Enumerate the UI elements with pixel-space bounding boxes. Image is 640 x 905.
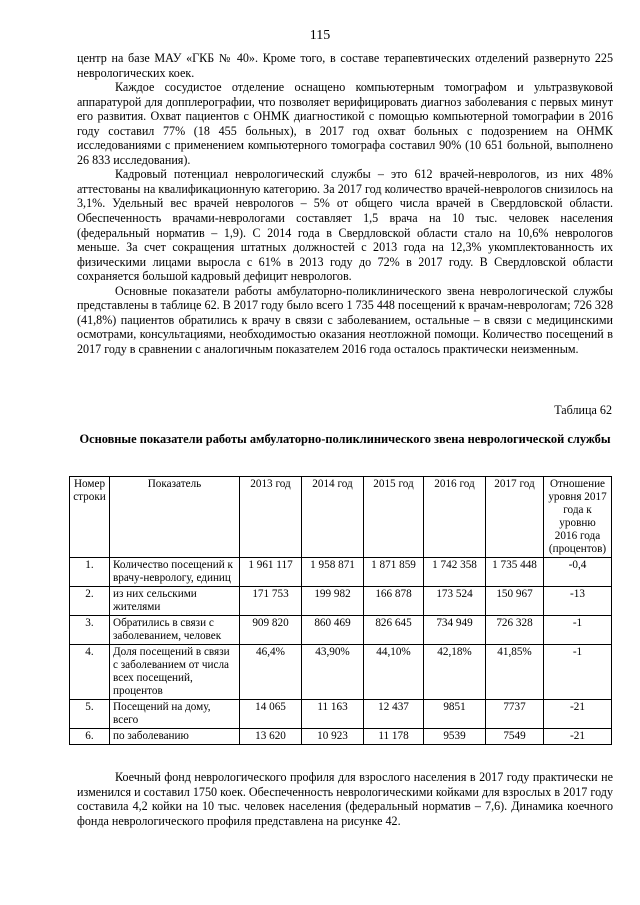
- cell-2015: 826 645: [364, 616, 424, 645]
- header-year-2016: 2016 год: [424, 477, 486, 558]
- cell-2015: 166 878: [364, 587, 424, 616]
- header-year-2014: 2014 год: [302, 477, 364, 558]
- cell-2017: 41,85%: [486, 645, 544, 700]
- cell-2015: 1 871 859: [364, 558, 424, 587]
- table-label: Таблица 62: [554, 403, 612, 417]
- cell-ratio: -21: [544, 700, 612, 729]
- cell-2017: 7549: [486, 729, 544, 745]
- paragraph: Кадровый потенциал неврологический службы – это 612 врачей-неврологов, из них 48% аттестованы на квалификационную категорию. За 2017 год количество врачей-неврологов снизилось на 3,1%. Удельный вес врачей неврологов – 5% от общего числа врачей в Свердловской области. Обеспеченность врачами-неврологами составляет 1,5 врача на 10 тыс. человек населения (федеральный норматив – 1,9). С 2014 года в Свердловской области стало на 10,6% неврологов меньше. За счет сокращения штатных должностей с 2013 года на 12,3% укомплектованность их физическими лицами выросла с 61% в 2013 году до 72% в 2017 году. В Свердловской области сохраняется большой кадровый дефицит неврологов.: [77, 167, 613, 284]
- cell-indicator: из них сельскими жителями: [110, 587, 240, 616]
- paragraph: центр на базе МАУ «ГКБ № 40». Кроме того, в составе терапевтических отделений развернуто 225 неврологических коек.: [77, 51, 613, 80]
- paragraph: Каждое сосудистое отделение оснащено компьютерным томографом и ультразвуковой аппаратурой для допплерографии, что позволяет верифицировать диагноз заболевания с первых минут его развития. Охват пациентов с ОНМК диагностикой с помощью компьютерной томографии в 2016 году составил 77% (18 455 больных), в 2017 год охват больных с подозрением на ОНМК исследованиями с применением компьютерного томографа составил 90% (10 651 больной, выполнено 26 833 исследования).: [77, 80, 613, 167]
- cell-2015: 12 437: [364, 700, 424, 729]
- cell-2014: 11 163: [302, 700, 364, 729]
- table-row: [70, 616, 612, 645]
- cell-2013: 13 620: [240, 729, 302, 745]
- body-text-top: [77, 51, 613, 356]
- cell-row-number: 3.: [70, 616, 110, 645]
- header-indicator: Показатель: [110, 477, 240, 558]
- cell-indicator: Количество посещений к врачу-неврологу, единиц: [110, 558, 240, 587]
- header-year-2013: 2013 год: [240, 477, 302, 558]
- table-title: Основные показатели работы амбулаторно-поликлинического звена неврологической службы: [79, 432, 611, 446]
- cell-ratio: -0,4: [544, 558, 612, 587]
- cell-2013: 171 753: [240, 587, 302, 616]
- table-row: [70, 558, 612, 587]
- header-ratio: Отношение уровня 2017 года к уровню 2016 года (процентов): [544, 477, 612, 558]
- table-row: [70, 700, 612, 729]
- cell-2013: 14 065: [240, 700, 302, 729]
- cell-indicator: Обратились в связи с заболеванием, человек: [110, 616, 240, 645]
- cell-2016: 734 949: [424, 616, 486, 645]
- cell-2016: 9851: [424, 700, 486, 729]
- cell-2015: 44,10%: [364, 645, 424, 700]
- cell-row-number: 6.: [70, 729, 110, 745]
- cell-2016: 173 524: [424, 587, 486, 616]
- cell-2015: 11 178: [364, 729, 424, 745]
- cell-ratio: -13: [544, 587, 612, 616]
- cell-2014: 43,90%: [302, 645, 364, 700]
- cell-2016: 9539: [424, 729, 486, 745]
- cell-ratio: -1: [544, 645, 612, 700]
- page-number: 115: [309, 28, 331, 43]
- cell-2014: 199 982: [302, 587, 364, 616]
- header-row-number: Номер строки: [70, 477, 110, 558]
- table-header-row: [70, 477, 612, 558]
- header-year-2015: 2015 год: [364, 477, 424, 558]
- cell-2014: 10 923: [302, 729, 364, 745]
- cell-2017: 150 967: [486, 587, 544, 616]
- cell-2017: 726 328: [486, 616, 544, 645]
- cell-indicator: по заболеванию: [110, 729, 240, 745]
- table-row: [70, 729, 612, 745]
- cell-2014: 860 469: [302, 616, 364, 645]
- cell-2013: 1 961 117: [240, 558, 302, 587]
- body-text-bottom: [77, 770, 613, 828]
- cell-2017: 1 735 448: [486, 558, 544, 587]
- cell-row-number: 2.: [70, 587, 110, 616]
- cell-ratio: -1: [544, 616, 612, 645]
- cell-row-number: 5.: [70, 700, 110, 729]
- table-row: [70, 587, 612, 616]
- paragraph: Коечный фонд неврологического профиля для взрослого населения в 2017 году практически не изменился и составил 1750 коек. Обеспеченность неврологическими койками для взрослых в 2017 году составила 4,2 койки на 10 тыс. человек населения (федеральный норматив – 7,6). Динамика коечного фонда неврологического профиля представлена на рисунке 42.: [77, 770, 613, 828]
- cell-2016: 1 742 358: [424, 558, 486, 587]
- table-row: [70, 645, 612, 700]
- cell-2017: 7737: [486, 700, 544, 729]
- cell-row-number: 4.: [70, 645, 110, 700]
- cell-row-number: 1.: [70, 558, 110, 587]
- cell-2013: 46,4%: [240, 645, 302, 700]
- cell-2014: 1 958 871: [302, 558, 364, 587]
- cell-indicator: Доля посещений в связи с заболеванием от числа всех посещений, процентов: [110, 645, 240, 700]
- cell-ratio: -21: [544, 729, 612, 745]
- paragraph: Основные показатели работы амбулаторно-поликлинического звена неврологической службы представлены в таблице 62. В 2017 году было всего 1 735 448 посещений к врачам-неврологам; 726 328 (41,8%) пациентов обратились к врачу в связи с заболеванием, остальные – в связи с медицинскими осмотрами, консультациями, необходимостью оказания неотложной помощи. Количество посещений в 2017 году в сравнении с аналогичным показателем 2016 года осталось практически неизменным.: [77, 283, 613, 356]
- cell-2016: 42,18%: [424, 645, 486, 700]
- cell-2013: 909 820: [240, 616, 302, 645]
- cell-indicator: Посещений на дому, всего: [110, 700, 240, 729]
- indicators-table: [69, 476, 612, 745]
- header-year-2017: 2017 год: [486, 477, 544, 558]
